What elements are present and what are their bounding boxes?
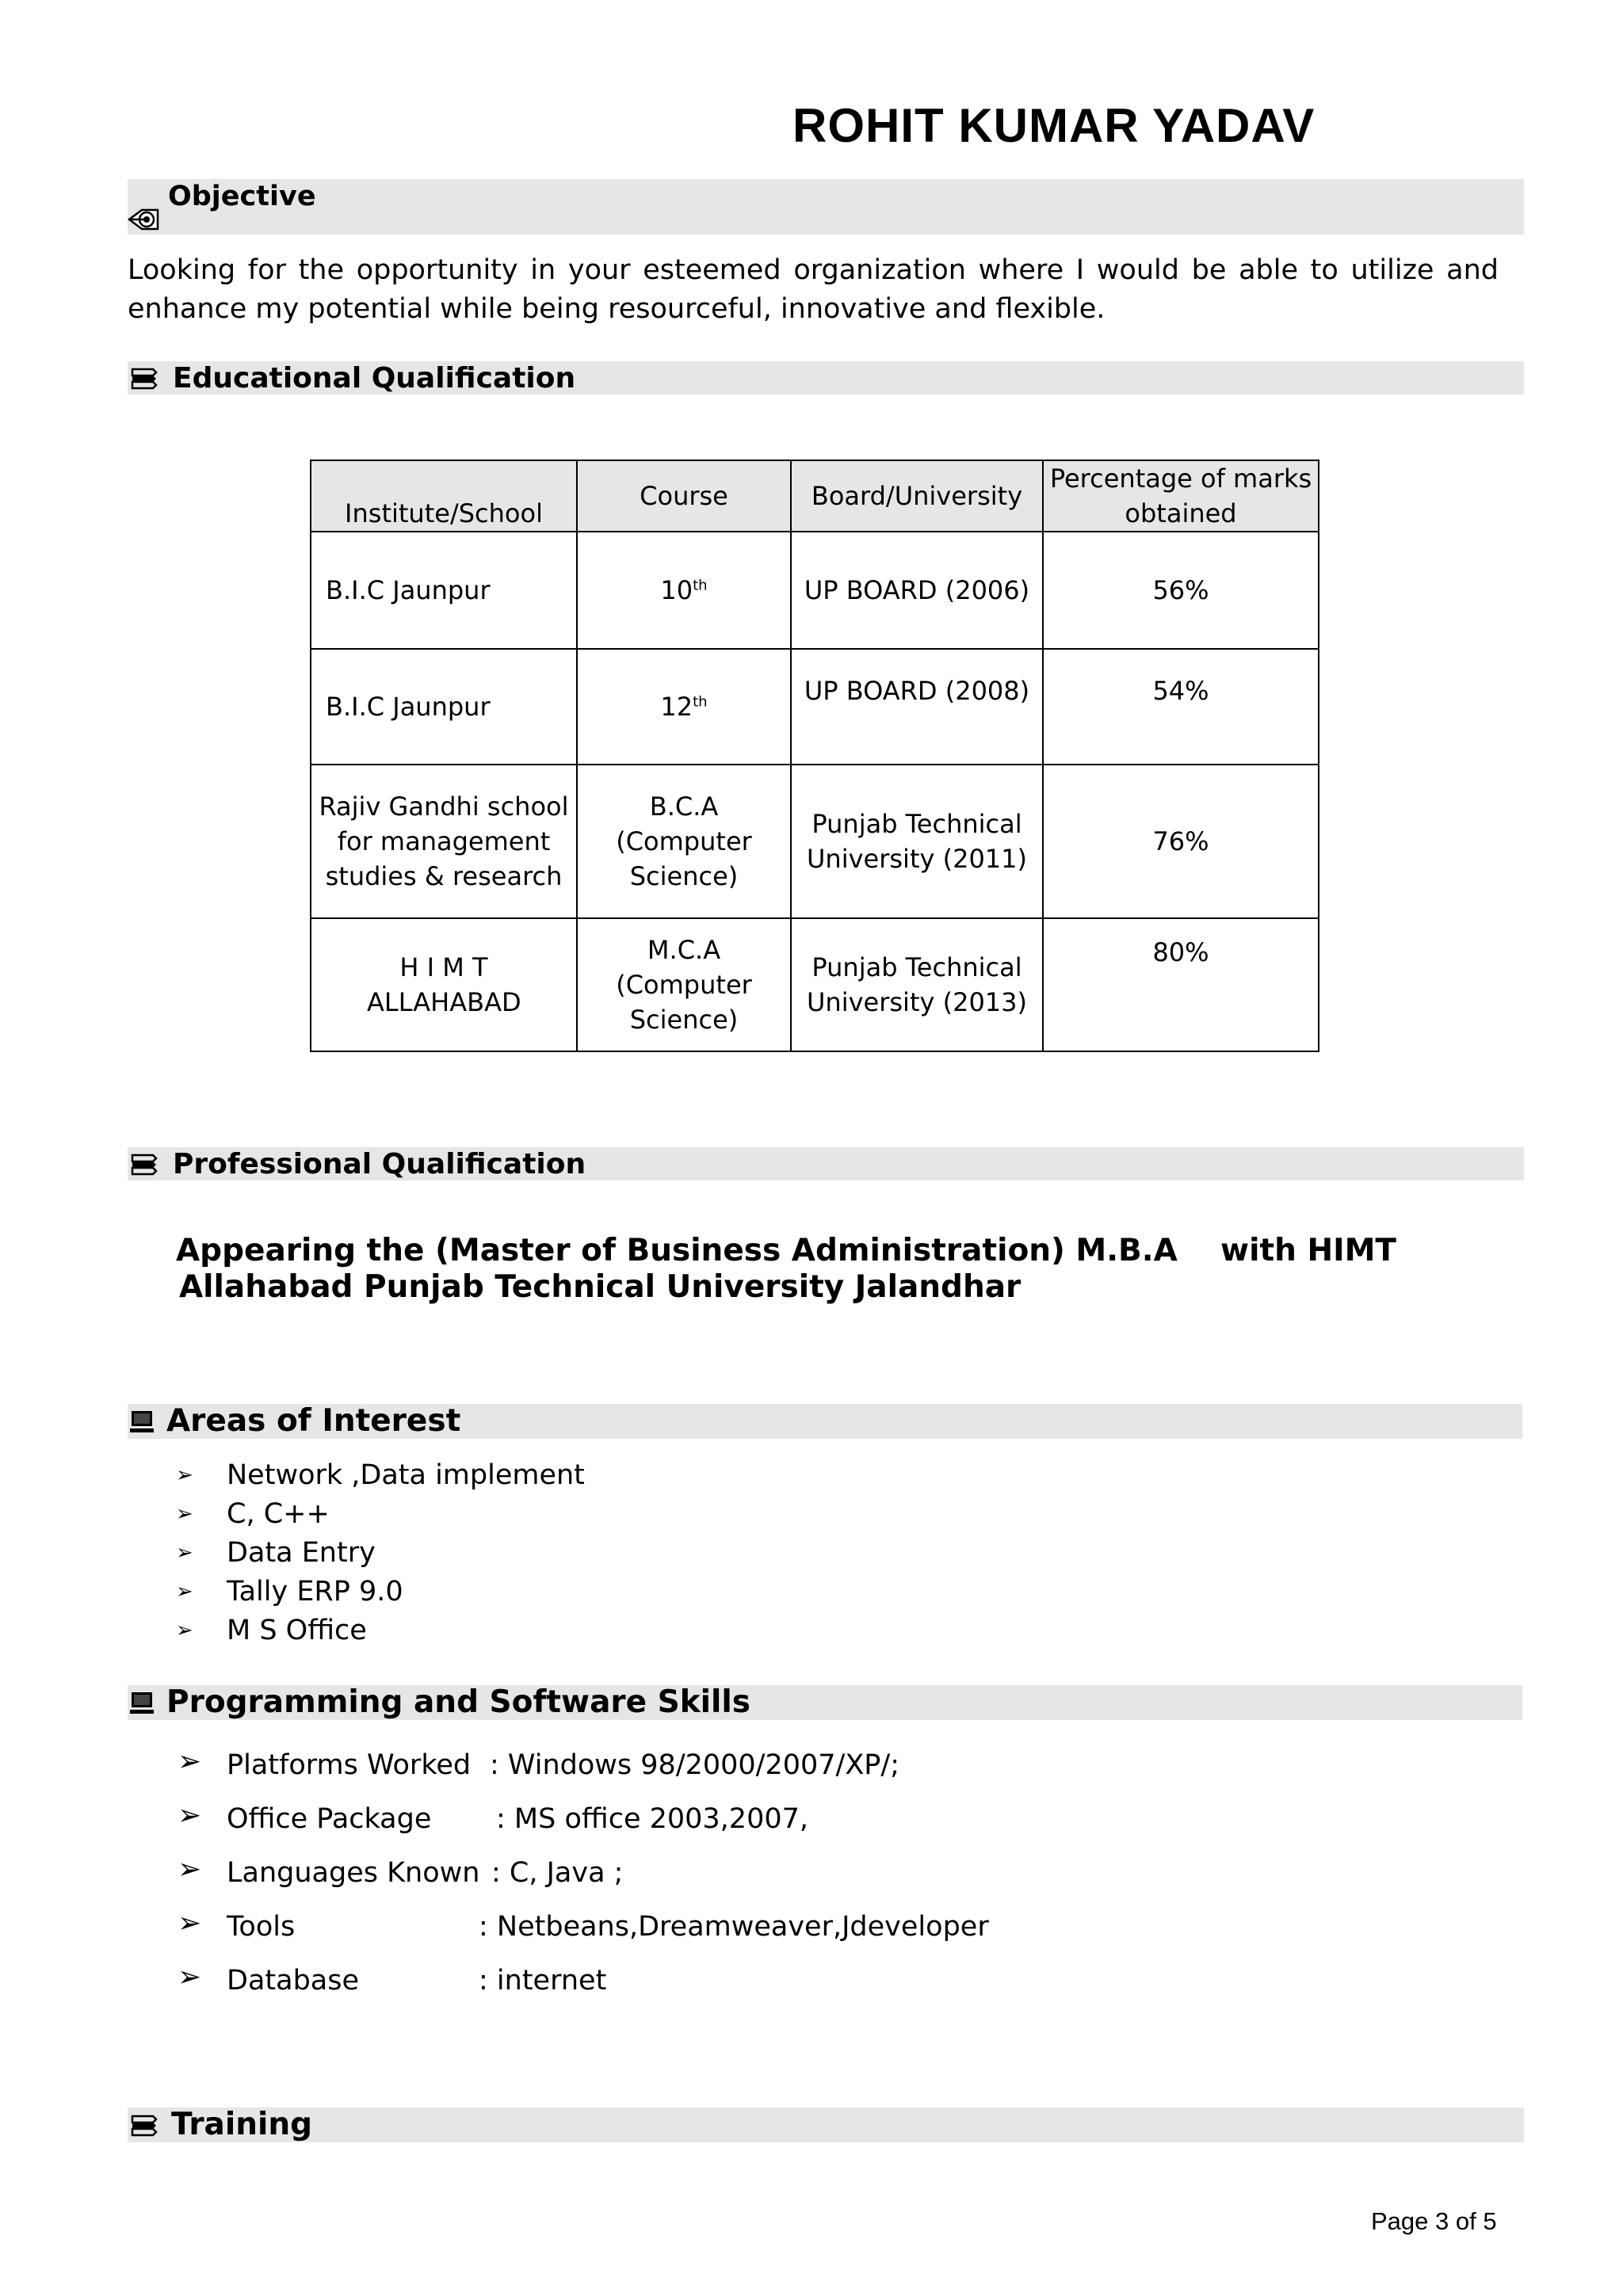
table-row <box>311 918 1319 1051</box>
col-header-course: Course <box>577 460 791 532</box>
arrow-bullet-icon: ➢ <box>176 1619 193 1642</box>
list-item <box>174 1534 585 1573</box>
table-row <box>311 765 1319 918</box>
computer-icon <box>129 1690 155 1715</box>
cell-course <box>577 765 791 918</box>
list-item <box>174 1495 585 1534</box>
arrow-bullet-icon: ➢ <box>178 1907 202 1939</box>
cell-course <box>577 532 791 649</box>
cell-course <box>577 918 791 1051</box>
skill-value: : C, Java ; <box>491 1857 624 1889</box>
arrow-bullet-icon: ➢ <box>176 1541 193 1565</box>
mba-line-1: Appearing the (Master of Business Administration) M.B.A with HIMT <box>176 1233 1397 1268</box>
objective-text: Looking for the opportunity in your esteemed organization where I would be able to utilize and enhance my potential while being resourceful, innovative and flexible. <box>128 254 1499 325</box>
table-row <box>311 649 1319 765</box>
computer-icon <box>129 1409 155 1434</box>
list-item <box>174 1611 585 1650</box>
objective-section-bar <box>128 179 1524 235</box>
course-text: M.C.A (Computer Science) <box>616 935 752 1035</box>
education-title: Educational Qualification <box>173 362 576 395</box>
arrow-bullet-icon: ➢ <box>176 1463 193 1487</box>
list-item-text: M S Office <box>227 1615 367 1646</box>
professional-title: Professional Qualification <box>173 1148 586 1180</box>
col-header-percentage: Percentage of marks obtained <box>1043 460 1319 532</box>
cell-board: Punjab Technical University (2013) <box>791 918 1043 1051</box>
skill-value: : Windows 98/2000/2007/XP/; <box>490 1749 900 1781</box>
cell-percent: 56% <box>1043 532 1319 649</box>
list-item-text: Network ,Data implement <box>227 1459 585 1491</box>
course-superscript: th <box>693 577 708 594</box>
interests-title: Areas of Interest <box>166 1403 461 1439</box>
arrow-bullet-icon: ➢ <box>176 1580 193 1604</box>
list-item-text: Data Entry <box>227 1537 376 1569</box>
page-number: Page 3 of 5 <box>1371 2207 1497 2235</box>
col-header-institute: Institute/School <box>311 460 577 532</box>
skills-title: Programming and Software Skills <box>166 1684 751 1720</box>
cell-institute: H I M T ALLAHABAD <box>311 918 577 1051</box>
skill-value: : Netbeans,Dreamweaver,Jdeveloper <box>479 1911 989 1943</box>
list-item <box>174 1573 585 1611</box>
cell-institute: B.I.C Jaunpur <box>311 649 577 765</box>
cell-institute: B.I.C Jaunpur <box>311 532 577 649</box>
cell-board: Punjab Technical University (2011) <box>791 765 1043 918</box>
mba-statement <box>176 1233 1396 1306</box>
list-item-text: C, C++ <box>227 1498 330 1530</box>
interests-list <box>174 1456 585 1650</box>
skill-value: : internet <box>479 1965 607 1997</box>
target-icon <box>128 206 159 233</box>
books-icon <box>129 2111 158 2138</box>
cell-board: UP BOARD (2008) <box>791 649 1043 765</box>
course-superscript: th <box>693 693 708 711</box>
cell-percent: 76% <box>1043 765 1319 918</box>
cell-percent: 80% <box>1043 918 1319 1051</box>
training-section-bar <box>128 2107 1524 2142</box>
list-item <box>174 1456 585 1495</box>
arrow-bullet-icon: ➢ <box>176 1502 193 1526</box>
skill-label: Tools <box>227 1911 296 1943</box>
cell-board: UP BOARD (2006) <box>791 532 1043 649</box>
course-text: B.C.A (Computer Science) <box>616 791 752 891</box>
mba-line-2: Allahabad Punjab Technical University Jalandhar <box>179 1269 1022 1305</box>
training-title: Training <box>171 2107 313 2142</box>
cell-course <box>577 649 791 765</box>
table-header-row <box>311 460 1319 532</box>
cell-percent: 54% <box>1043 649 1319 765</box>
cell-institute: Rajiv Gandhi school for management studies & research <box>311 765 577 918</box>
course-text: 10 <box>660 575 693 605</box>
objective-title: Objective <box>168 181 316 212</box>
course-text: 12 <box>660 692 693 722</box>
col-header-board: Board/University <box>791 460 1043 532</box>
skill-label: Languages Known <box>227 1857 480 1889</box>
books-icon <box>129 364 158 391</box>
skill-value: : MS office 2003,2007, <box>496 1803 809 1835</box>
education-table <box>310 460 1319 1052</box>
arrow-bullet-icon: ➢ <box>178 1853 202 1886</box>
skill-label: Database <box>227 1965 360 1997</box>
arrow-bullet-icon: ➢ <box>178 1745 202 1778</box>
table-row <box>311 532 1319 649</box>
list-item-text: Tally ERP 9.0 <box>227 1576 403 1608</box>
books-icon <box>129 1150 158 1177</box>
arrow-bullet-icon: ➢ <box>178 1961 202 1993</box>
candidate-name: ROHIT KUMAR YADAV <box>792 99 1316 152</box>
skill-label: Platforms Worked <box>227 1749 472 1781</box>
arrow-bullet-icon: ➢ <box>178 1799 202 1832</box>
skill-label: Office Package <box>227 1803 432 1835</box>
